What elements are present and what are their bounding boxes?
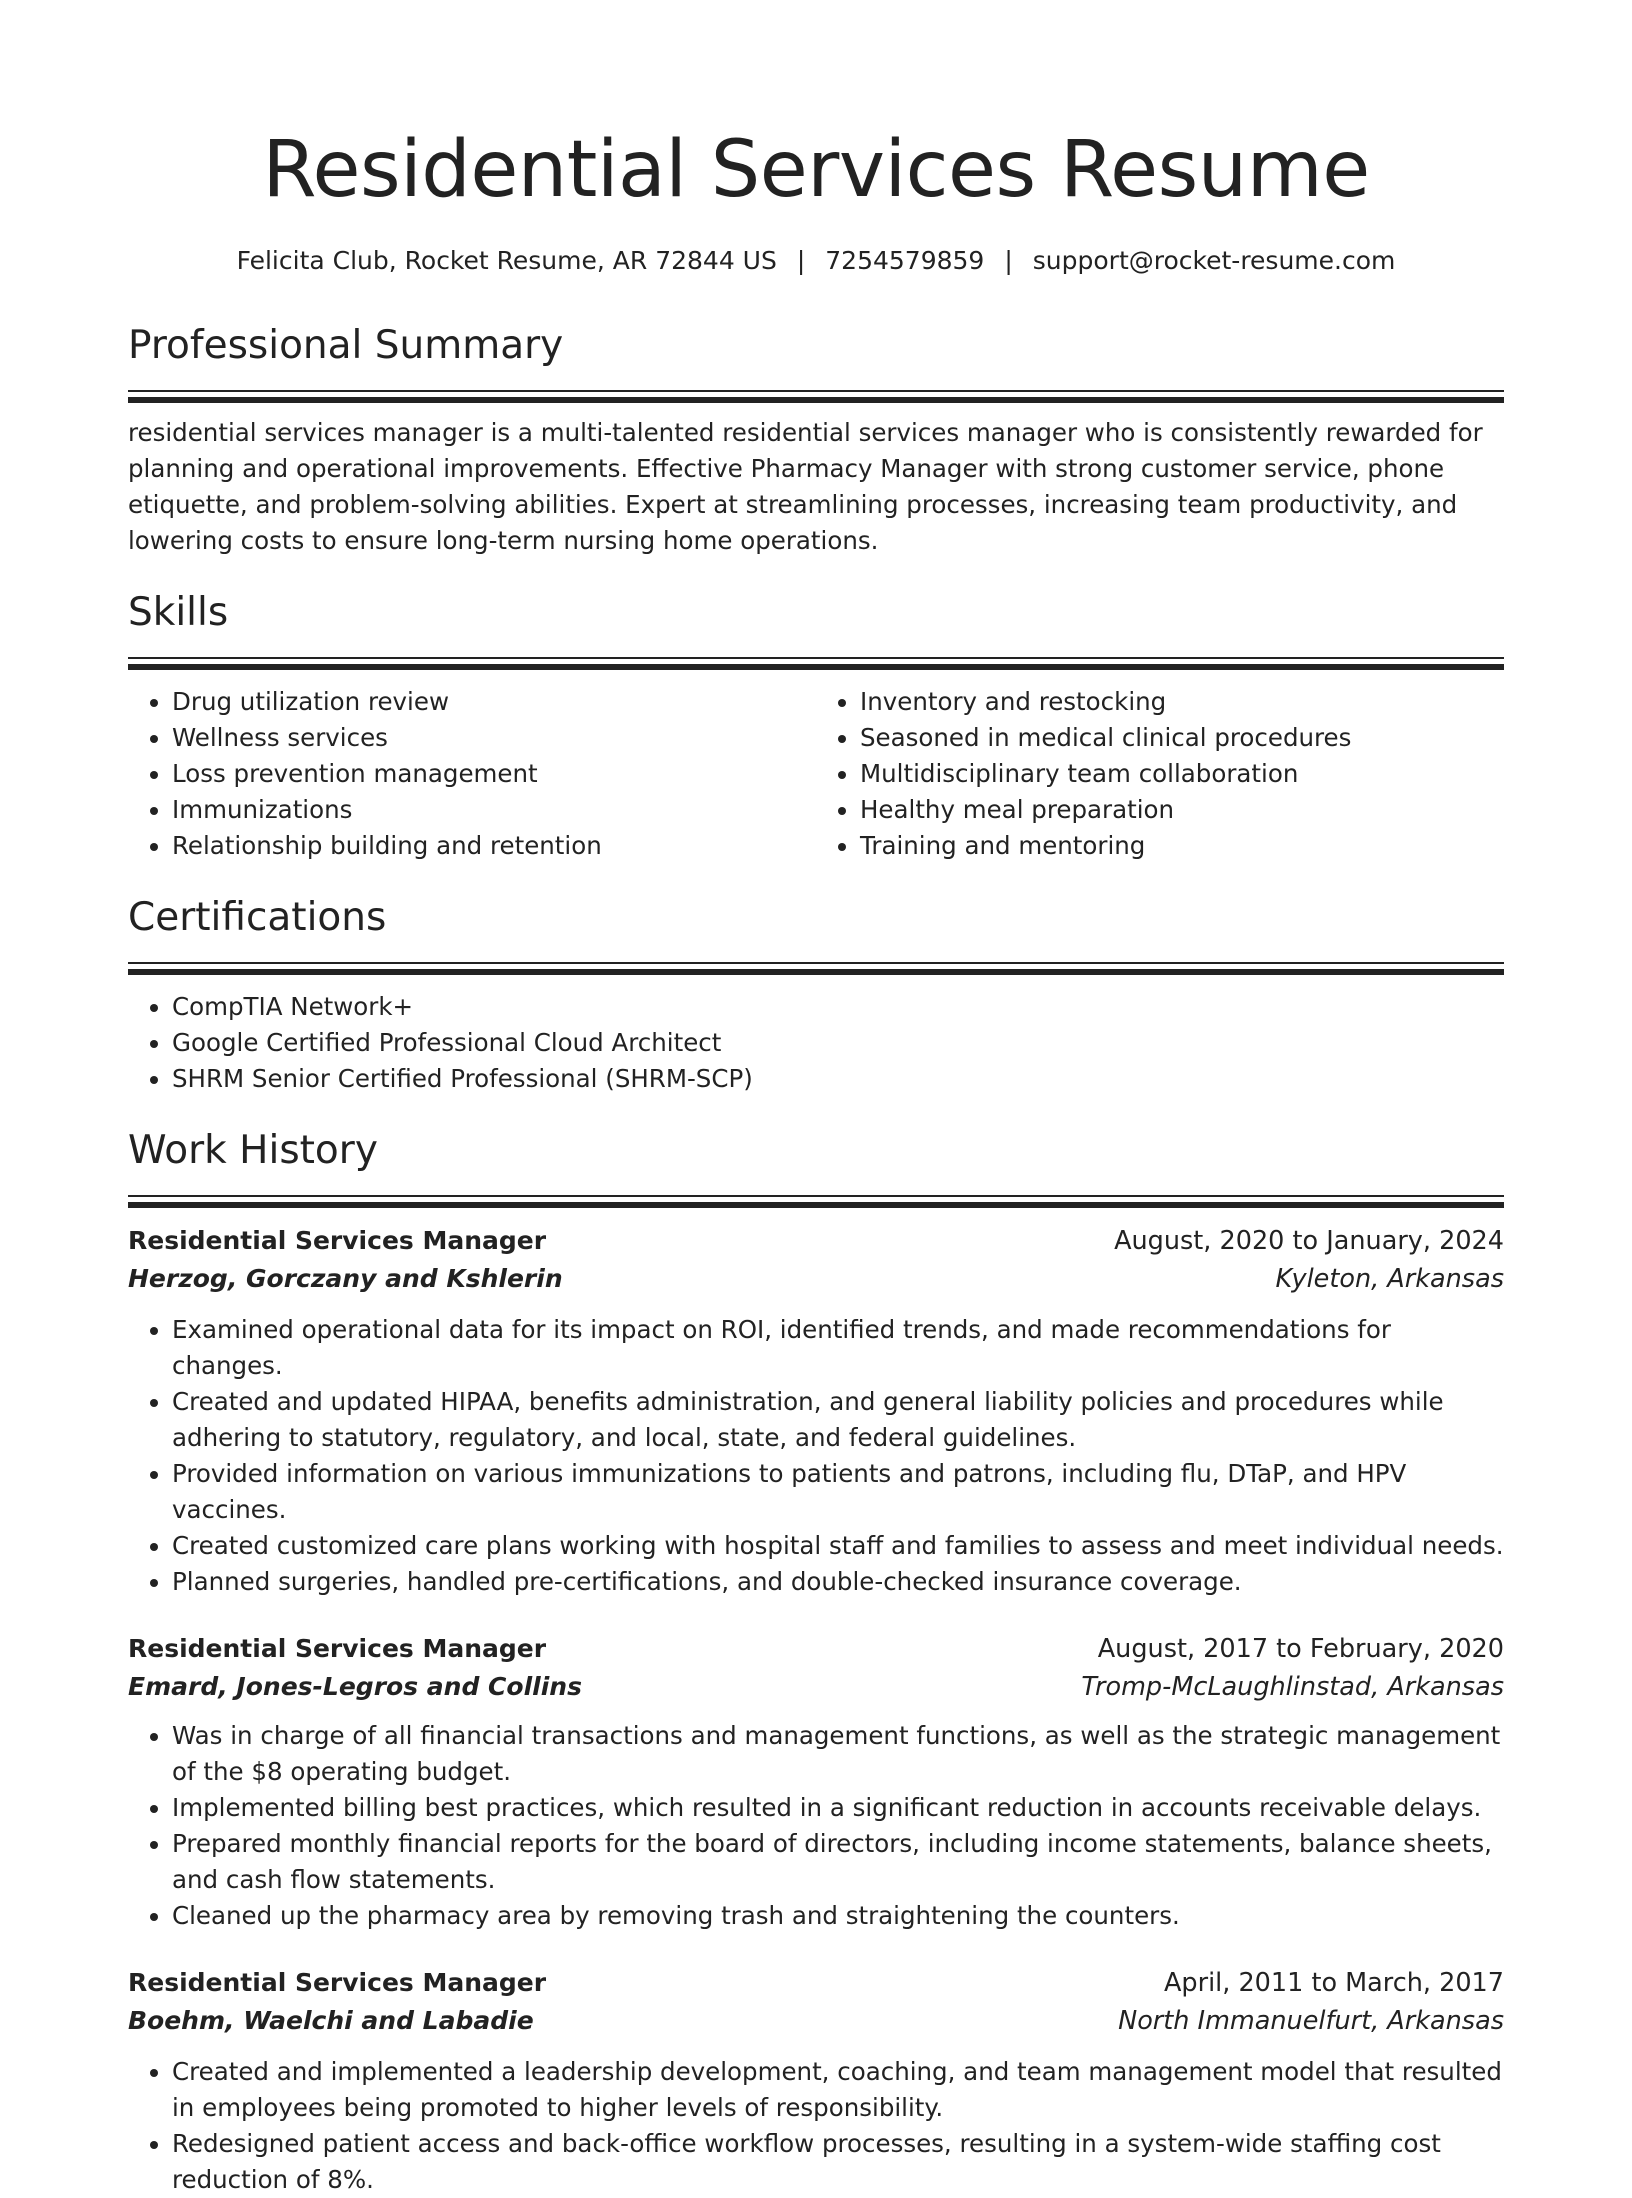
job-location: Kyleton, Arkansas: [1275, 1264, 1504, 1294]
certification-item: • Google Certified Professional Cloud Architect: [172, 1025, 1504, 1061]
job-dates: August, 2020 to January, 2024: [1114, 1226, 1504, 1256]
certification-item: • CompTIA Network+: [172, 989, 1504, 1025]
job-title: Residential Services Manager: [128, 1226, 547, 1255]
job-entry: [128, 1964, 1504, 2198]
section-title-summary: Professional Summary: [128, 323, 564, 368]
skills-columns: [128, 684, 1504, 864]
section-title-certifications: Certifications: [128, 895, 387, 940]
skill-item: • Wellness services: [172, 720, 816, 756]
section-divider: [128, 1195, 1504, 1208]
job-dates: August, 2017 to February, 2020: [1097, 1634, 1504, 1664]
job-subheader: [128, 1260, 1504, 1298]
job-location: North Immanuelfurt, Arkansas: [1118, 2006, 1504, 2036]
job-bullet: • Prepared monthly financial reports for the board of directors, including income statements, balance sheets, and cash flow statements.: [172, 1826, 1504, 1898]
job-title: Residential Services Manager: [128, 1634, 547, 1663]
summary-section: [128, 320, 1504, 559]
job-bullet: • Redesigned patient access and back-office workflow processes, resulting in a system-wide staffing cost reduction of 8%.: [172, 2126, 1504, 2198]
skill-item: • Inventory and restocking: [860, 684, 1504, 720]
contact-line: [128, 244, 1504, 278]
job-company: Herzog, Gorczany and Kshlerin: [128, 1264, 563, 1293]
job-bullet: • Was in charge of all financial transactions and management functions, as well as the strategic management of the $8 operating budget.: [172, 1718, 1504, 1790]
section-title-work-history: Work History: [128, 1128, 378, 1173]
job-bullet: • Implemented billing best practices, which resulted in a significant reduction in accounts receivable delays.: [172, 1790, 1504, 1826]
section-divider: [128, 962, 1504, 975]
job-bullets: [128, 1312, 1504, 1600]
job-company: Boehm, Waelchi and Labadie: [128, 2006, 534, 2035]
summary-text: residential services manager is a multi-talented residential services manager who is consistently rewarded for planning and operational improvements. Effective Pharmacy Manager with strong customer service, phone etiquette, and problem-solving abilities. Expert at streamlining processes, increasing team productivity, and lowering costs to ensure long-term nursing home operations.: [128, 418, 1483, 555]
job-bullet: • Created customized care plans working with hospital staff and families to assess and meet individual needs.: [172, 1528, 1504, 1564]
certifications-section: [128, 892, 1504, 1097]
skills-list-right: [816, 684, 1504, 864]
skill-item: • Healthy meal preparation: [860, 792, 1504, 828]
job-subheader: [128, 1668, 1504, 1706]
job-bullets: [128, 2054, 1504, 2198]
contact-separator: |: [1004, 246, 1013, 275]
certification-item: • SHRM Senior Certified Professional (SHRM-SCP): [172, 1061, 1504, 1097]
job-bullet: • Provided information on various immunizations to patients and patrons, including flu, DTaP, and HPV vaccines.: [172, 1456, 1504, 1528]
job-bullet: • Created and updated HIPAA, benefits administration, and general liability policies and procedures while adhering to statutory, regulatory, and local, state, and federal guidelines.: [172, 1384, 1504, 1456]
job-header: [128, 1222, 1504, 1260]
skills-section: [128, 587, 1504, 864]
job-bullet: • Examined operational data for its impact on ROI, identified trends, and made recommendations for changes.: [172, 1312, 1504, 1384]
job-entry: [128, 1630, 1504, 1934]
skill-item: • Loss prevention management: [172, 756, 816, 792]
skill-item: • Training and mentoring: [860, 828, 1504, 864]
work-history-section: [128, 1125, 1504, 2198]
contact-email: support@rocket-resume.com: [1032, 246, 1396, 275]
job-header: [128, 1630, 1504, 1668]
section-divider: [128, 390, 1504, 403]
contact-address: Felicita Club, Rocket Resume, AR 72844 US: [236, 246, 777, 275]
job-entry: [128, 1222, 1504, 1600]
section-divider: [128, 657, 1504, 670]
skill-item: • Multidisciplinary team collaboration: [860, 756, 1504, 792]
skill-item: • Relationship building and retention: [172, 828, 816, 864]
job-dates: April, 2011 to March, 2017: [1163, 1968, 1504, 1998]
skill-item: • Seasoned in medical clinical procedures: [860, 720, 1504, 756]
job-bullet: • Created and implemented a leadership development, coaching, and team management model that resulted in employees being promoted to higher levels of responsibility.: [172, 2054, 1504, 2126]
job-bullet: • Planned surgeries, handled pre-certifications, and double-checked insurance coverage.: [172, 1564, 1504, 1600]
skill-item: • Immunizations: [172, 792, 816, 828]
contact-phone: 7254579859: [825, 246, 985, 275]
section-title-skills: Skills: [128, 590, 229, 635]
skills-list-left: [128, 684, 816, 864]
certifications-list: [128, 989, 1504, 1097]
job-bullets: [128, 1718, 1504, 1934]
resume-title: Residential Services Resume: [262, 125, 1370, 215]
job-subheader: [128, 2002, 1504, 2040]
contact-separator: |: [796, 246, 806, 275]
job-bullet: • Cleaned up the pharmacy area by removing trash and straightening the counters.: [172, 1898, 1504, 1934]
job-company: Emard, Jones-Legros and Collins: [128, 1672, 582, 1701]
job-location: Tromp-McLaughlinstad, Arkansas: [1081, 1672, 1504, 1702]
job-title: Residential Services Manager: [128, 1968, 547, 1997]
job-header: [128, 1964, 1504, 2002]
skill-item: • Drug utilization review: [172, 684, 816, 720]
